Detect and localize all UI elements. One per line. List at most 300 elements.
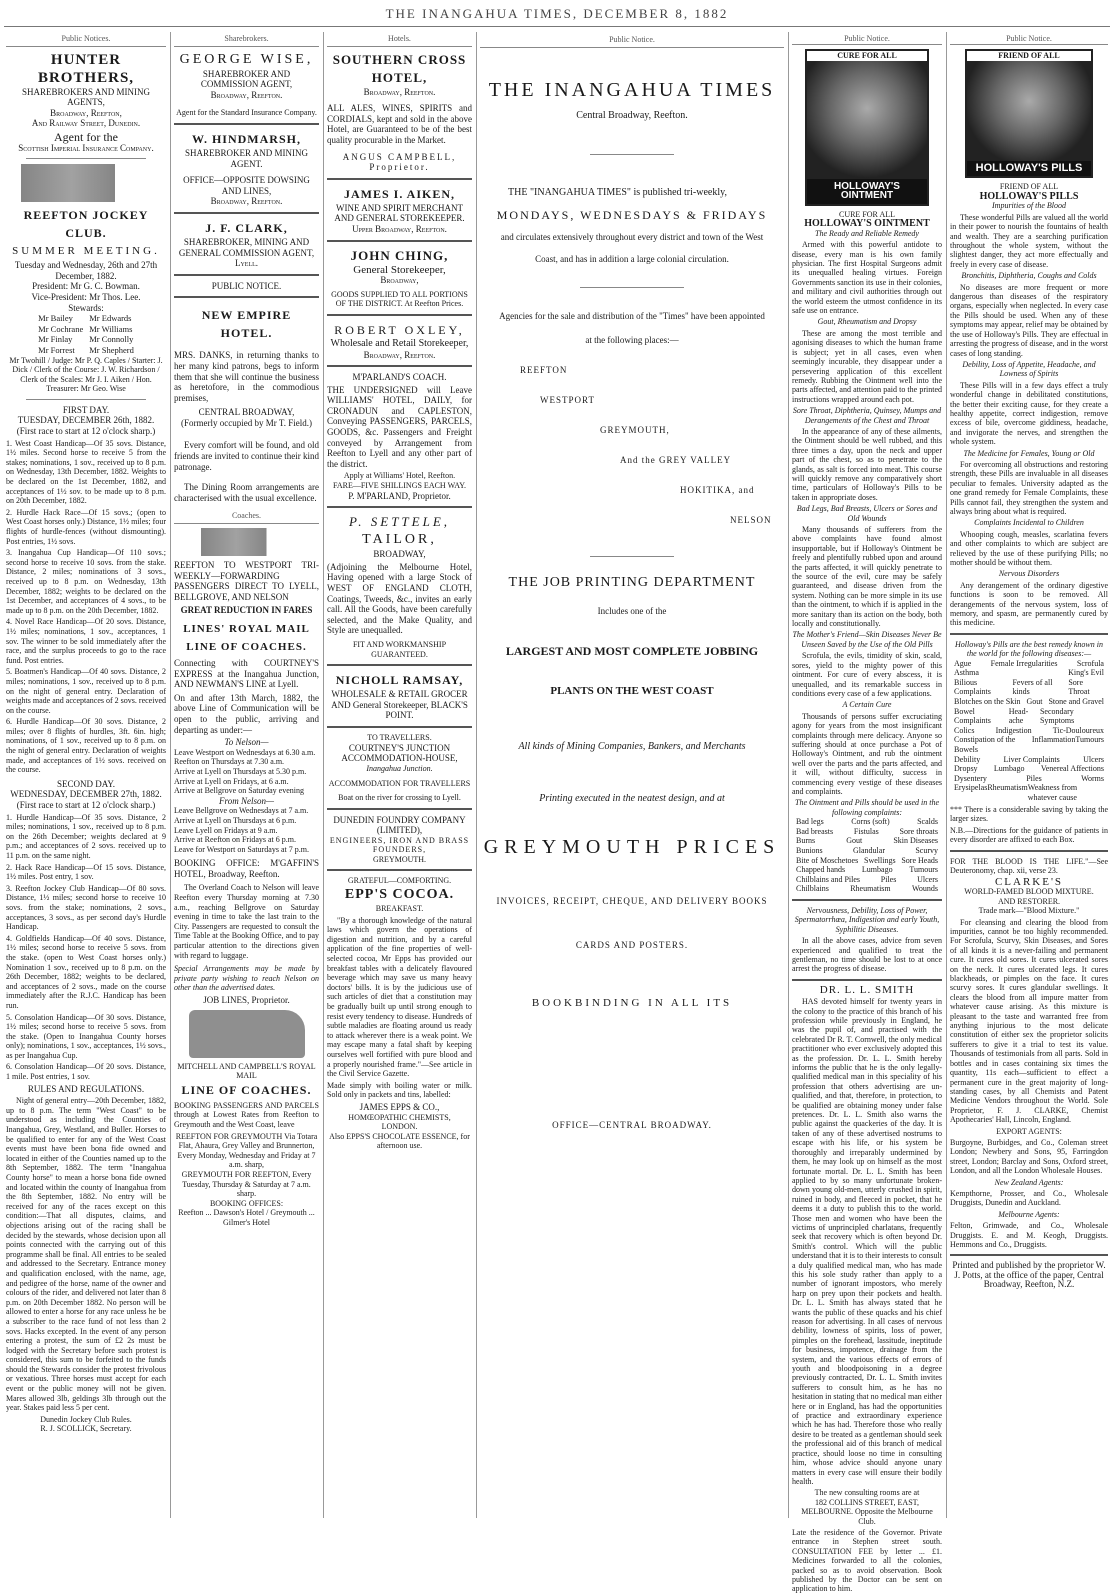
ramsay-title: NICHOLL RAMSAY, <box>335 673 464 688</box>
ramsay-subtitle: WHOLESALE & RETAIL GROCER AND General Storekeeper, BLACK'S POINT. <box>331 689 468 721</box>
tailor-title: TAILOR, <box>362 532 437 548</box>
london: LONDON. <box>381 1122 418 1132</box>
race-item: 2. Hack Race Handicap—Of 15 sovs. Distance, 1½ miles. Post entry, 1 sov. <box>6 862 166 882</box>
clarke-title: CLARKE'S <box>994 875 1064 888</box>
section-text: Whooping cough, measles, scarlatina fevers and other complaints to which are subject are relieved by the use of these purifying Pills; no mother should be without them. <box>950 529 1108 568</box>
nz-agents: Kempthorne, Prosser, and Co., Wholesale Druggists, Dunedin and Auckland. <box>950 1188 1108 1208</box>
epps-text: "By a thorough knowledge of the natural laws which govern the operations of digestion and nutrition, and by a careful application of the fine properties of well-selected cocoa, Mr Epps has provided our breakfast tables with a delicately flavoured beverage which may save us many heavy doctors' bills. It is by the judicious use of such articles of diet that a constitution may be gradually built up until strong enough to resist every tendency to disease. Hundreds of subtle maladies are floating around us ready to attack wherever there is a weak point. We may escape many a fatal shaft by keeping ourselves well fortified with pure blood and a properly nourished frame."—See article in the Civil Service Gazette. <box>327 915 472 1079</box>
list-row <box>950 726 1108 736</box>
list-row <box>950 678 1108 697</box>
list-cell: Wounds <box>911 884 938 894</box>
circulation-line-2: Coast, and has in addition a large colonial circulation. <box>535 254 729 264</box>
steward: Mr Edwards <box>89 313 132 324</box>
empire-location: CENTRAL BROADWAY, <box>198 407 295 418</box>
steward: Mr Forrest <box>38 344 75 355</box>
largest-line: LARGEST AND MOST COMPLETE JOBBING <box>505 644 759 658</box>
john-ching-address: Broadway, <box>380 275 419 286</box>
list-cell: Rheumatism <box>850 884 891 894</box>
column-heading: Hotels. <box>327 34 472 47</box>
oxley-subtitle: Wholesale and Retail Storekeeper, <box>330 337 469 349</box>
list-row <box>950 735 1108 754</box>
agency-place: WESTPORT <box>540 395 595 405</box>
separator <box>950 633 1108 635</box>
list-row <box>792 884 942 894</box>
list-cell: Worms <box>1081 773 1104 783</box>
list-cell: Head-ache <box>1008 706 1029 726</box>
list-row <box>950 755 1108 765</box>
section-heading: Complaints Incidental to Children <box>974 518 1084 528</box>
list-cell: Bunions <box>796 845 823 855</box>
second-day-start: (First race to start at 12 o'clock sharp.) <box>16 800 156 811</box>
publication-days: MONDAYS, WEDNESDAYS & FRIDAYS <box>496 208 768 222</box>
steward: Mr Bailey <box>38 313 73 324</box>
section-heading: A Certain Cure <box>842 700 892 710</box>
published-line: THE "INANGAHUA TIMES" is published tri-weekly, <box>508 187 727 198</box>
summer-meeting: SUMMER MEETING. <box>12 245 160 258</box>
second-day: SECOND DAY. <box>56 778 116 789</box>
export-agents: Burgoyne, Burbidges, and Co., Coleman street London; Newbery and Sons, 95, Farringdon street, London; Barclay and Sons, Oxford street, London, and all the London Wholesale Houses. <box>950 1137 1108 1176</box>
section-text: These wonderful Pills are valued all the world in their power to nourish the fountains of health and wealth. They are a searching purification throughout the whole system, without the slightest danger, they act more effectually and freely in every case of disease. <box>950 212 1108 269</box>
separator <box>950 1254 1108 1256</box>
john-ching-text: GOODS SUPPLIED TO ALL PORTIONS OF THE DISTRICT. At Reefton Prices. <box>331 289 468 309</box>
mitchell-campbell: MITCHELL AND CAMPBELL'S ROYAL MAIL <box>177 1061 316 1081</box>
ailments-list <box>792 817 942 894</box>
list-cell: Tumours <box>1075 735 1104 745</box>
logo-engraving <box>967 61 1091 161</box>
booking-office: BOOKING OFFICE: M'GAFFIN'S HOTEL, Broadway, Reefton. <box>174 858 319 879</box>
section-text: Armed with this powerful antidote to disease, every man is his own family physician. The first Hospital Surgeons admit its unequalled healing virtues. Foreign Governments sanction its use in their colonies, and military and civil authorities through out the world esteem the utmost confidence in its safe use on entrance. <box>792 240 942 316</box>
column-rule <box>170 32 171 1518</box>
steward: Mr Finlay <box>38 334 73 345</box>
ailments-heading: The Ointment and Pills should be used in the following complaints: <box>795 798 939 817</box>
list-cell: Weakness from whatever cause <box>1027 783 1078 802</box>
printer-imprint: Printed and published by the proprietor W. J. Potts, at the office of the paper, Central Broadway, Reefton, N.Z. <box>952 1260 1106 1290</box>
section-text: Scrofula, the evils, timidity of skin, scald, sores, yield to the mighty power of this ointment. For cure of every abscess, it is unequalled, and its remarkable success in conditions every case of a few applications. <box>792 651 942 698</box>
list-cell: Chapped hands <box>796 865 846 875</box>
friend-of-all: FRIEND OF ALL <box>999 182 1059 192</box>
list-cell: Bilious Complaints <box>954 677 991 697</box>
list-cell: Swellings <box>864 855 896 865</box>
officials: Mr Twohill / Judge: Mr P. Q. Caples / Starter: J. Dick / Clerk of the Course: J. W. Richardson / Clerk of the Scales: Mr J. I. Aiken / Hon. Treasurer: Mr Geo. Wise <box>9 355 163 394</box>
timetable-item: Leave Westport on Wednesdays at 6.30 a.m. <box>174 747 316 757</box>
race-item: 3. Inangahua Cup Handicap—Of 110 sovs.; second horse to receive 10 sovs. from the stake. Distance, 2 miles; nominations of 3 sovs., received up to 8 p.m. on Wednesday, 13th December, 1882; weights to be declared on the 1st December, and acceptances of 4 sovs., to be made up to 8 p.m. on the 20th December, 1882. <box>6 548 166 615</box>
empire-previous: (Formerly occupied by Mr T. Field.) <box>181 417 312 428</box>
hunter-brothers-title: HUNTER BROTHERS, <box>37 51 135 86</box>
list-cell: Lumbago <box>861 865 893 875</box>
first-day: FIRST DAY. <box>62 404 110 415</box>
list-cell: Tumours <box>909 865 938 875</box>
vice-president: Vice-President: Mr Thos. Lee. <box>31 291 141 302</box>
new-empire-hotel-title: NEW EMPIRE HOTEL. <box>201 308 292 341</box>
column-3 <box>327 34 472 1518</box>
list-row <box>950 659 1108 669</box>
oxley-title: ROBERT OXLEY, <box>334 322 465 337</box>
nervous-heading: Nervousness, Debility, Loss of Power, Spermatorrhœa, Indigestion and early Youth, Syphilitic Diseases. <box>794 905 940 934</box>
column-heading: Public Notice. <box>480 34 784 48</box>
list-cell: Scurvy <box>915 845 938 855</box>
separator <box>327 869 472 871</box>
empire-comfort: Every comfort will be found, and old friends are invited to continue their kind patronage. <box>174 440 319 472</box>
boat: Boat on the river for crossing to Lyell. <box>338 792 461 802</box>
section-heading: Nervous Disorders <box>998 569 1060 579</box>
section-heading: Gout, Rheumatism and Dropsy <box>817 317 917 327</box>
southern-cross-proprietor: ANGUS CAMPBELL, Proprietor. <box>342 151 457 173</box>
timetable-item: Arrive at Lyell on Thursdays at 5.30 p.m. <box>174 766 307 776</box>
oxley-address: Broadway, Reefton. <box>363 349 436 360</box>
list-cell: Blotches on the Skin <box>954 697 1021 707</box>
list-cell: King's Evil <box>1068 668 1104 678</box>
office-line: OFFICE—CENTRAL BROADWAY. <box>552 1120 712 1130</box>
race-item: 6. Hurdle Handicap—Of 30 sovs. Distance, 2 miles; over 8 flights of hurdles, 3ft. 6in. high; nominations, of 1 sov., received up to 8 p.m. on the night of general entry. Declaration of weights made, and acceptances of 1½ sovs. received on the course. <box>6 717 166 775</box>
list-cell: Liver Complaints <box>1003 754 1060 764</box>
list-cell: Tic-Douloureux <box>1052 725 1104 735</box>
empire-text: MRS. DANKS, in returning thanks to her many kind patrons, begs to inform them that she will continue the business as heretofore, in the commodious premises, <box>174 350 319 403</box>
breakfast: BREAKFAST. <box>375 904 424 914</box>
hindmarsh-address: Broadway, Reefton. <box>210 196 283 207</box>
list-cell: Erysipelas <box>954 783 988 793</box>
race-item: 1. Hurdle Handicap—Of 35 sovs. Distance, 2 miles; nominations, 1 sov., received up to 8 p.m. on the 26th December; weights declared at 9 p.m.; and acceptances of 2 sovs. received up to 11 p.m. on the same night. <box>6 812 166 860</box>
plants-line: PLANTS ON THE WEST COAST <box>550 685 714 697</box>
saving-note: *** There is a considerable saving by taking the larger sizes. <box>950 804 1108 824</box>
lines-title: LINES' ROYAL MAIL LINE OF COACHES. <box>183 623 310 653</box>
timetable-item: Leave Lyell on Fridays at 9 a.m. <box>174 825 278 835</box>
section-text: For overcoming all obstructions and restoring strength, these Pills are invaluable in all diseases peculiar to females. University adapted as the one grand remedy for Female Complaints, these Pills cannot fail, they strengthen the system and always bring about what is required. <box>950 459 1108 516</box>
lines-march: On and after 13th March, 1882, the above Line of Communication will be open to the public, arriving and departing as under:— <box>174 692 319 735</box>
separator <box>590 556 674 557</box>
section-heading: The Mother's Friend—Skin Diseases Never Be Unseen Saved by the Use of the Old Pills <box>792 630 942 649</box>
list-cell: Dropsy <box>954 764 978 774</box>
to-travellers: TO TRAVELLERS. <box>367 732 432 742</box>
list-cell: Bite of Moschetoes <box>796 855 859 865</box>
list-cell: Fevers of all kinds <box>1012 677 1053 697</box>
separator <box>327 365 472 367</box>
section-heading: The Ready and Reliable Remedy <box>815 228 919 238</box>
race-item: 3. Reefton Jockey Club Handicap—Of 80 sovs. Distance, 1½ miles; second horse to receive 10 sovs. from the stake; nominations, 2 sovs., acceptances, 3 sovs., as per second day's Hurdle Handicap. <box>6 883 166 932</box>
list-cell: Skin Diseases <box>893 836 938 846</box>
list-cell: Piles <box>1026 773 1042 783</box>
settele-address: BROADWAY, <box>373 549 426 560</box>
settele-title: P. SETTELE, <box>348 514 451 530</box>
diseases-list <box>950 659 1108 803</box>
list-cell: Gout <box>846 836 863 846</box>
southern-cross-title: SOUTHERN CROSS HOTEL, <box>332 51 467 85</box>
agencies-line: Agencies for the sale and distribution of the "Times" have been appointed <box>499 311 765 321</box>
section-heading: Debility, Loss of Appetite, Headache, and Lowness of Spirits <box>962 359 1096 379</box>
list-cell: Ulcers <box>917 874 938 884</box>
race-item: 2. Hurdle Hack Race—Of 15 sovs.; (open to West Coast horses only.) Distance, 1½ miles; four flights of hurdle-fences (without dismounting). Post entries, 1½ sovs. <box>6 507 166 546</box>
list-cell: Bad breasts <box>796 826 834 836</box>
coach-days: Every Monday, Wednesday and Friday at 7 a.m. sharp, <box>177 1150 316 1170</box>
separator <box>327 506 472 508</box>
to-nelson: To Nelson— <box>224 737 269 748</box>
accommodation: ACCOMMODATION FOR TRAVELLERS <box>328 779 471 789</box>
holloways-pills-title: HOLLOWAY'S PILLS <box>979 191 1079 202</box>
overland-text: The Overland Coach to Nelson will leave Reefton every Thursday morning at 7.30 a.m., reaching Bellgrove on Saturday evening in time to take the last train to the City. Passengers are requested to consult the Time Table at the Booking Office, and to pay particular attention to the directions given with regard to luggage. <box>174 883 319 960</box>
george-wise-title: GEORGE WISE, <box>179 51 314 67</box>
cards-line: CARDS AND POSTERS. <box>575 940 689 950</box>
separator <box>174 296 319 298</box>
separator <box>174 274 319 276</box>
rules-title: RULES AND REGULATIONS. <box>27 1083 145 1094</box>
list-cell: Asthma <box>954 668 979 678</box>
rules-text: Night of general entry—20th December, 1882, up to 8 p.m. The term "West Coast" to be understood as including the Counties of Inangahua, Grey, Westland, and Buller. Horses to be qualified to enter for any of the West Coast events must have been bona fide owned and located in either of the Counties named up to the 8th September, 1882. The term "Inangahua County horse" to mean a horse bona fide owned and located within the county of Inangahua from the 8th September, 1882. No entry will be received for any of the races except on this condition:—That all disputes, claims, and objections arising out of the racing shall be decided by the stewards, whose decision upon all points connected with the carrying out of this programme shall be final. All entries to be sealed and addressed to the Secretary. Entrance money and qualification enclosed, with the name, age, and pedigree of the horse, name of the owner and colours of the rider, and delivered not later than 8 p.m. on 20th December 1882. No person will be allowed to enter a horse for any race unless he be a subscriber to the race fund of not less than 2 sovs. Hacks excepted. In the event of any person entering a protest, the sum of £2 2s must be lodged with the Secretary before such protest is considered, this sum to be forfeited to the funds should the Stewards consider the protest frivolous or vexatious. Three horses must accept for each event or the public money will not be given. Mares allowed 3lb, geldings 3lb through out the year. Stakes paid less 5 per cent. <box>6 1096 166 1413</box>
mcparland-proprietor: P. M'PARLAND, Proprietor. <box>348 490 451 501</box>
list-cell: Venereal Affections <box>1040 764 1104 774</box>
southern-cross-text: ALL ALES, WINES, SPIRITS and CORDIALS, kept and sold in the above Hotel, are Guaranteed to be of the best quality procurable in the Market. <box>327 103 472 145</box>
list-cell: Chilblains <box>796 884 829 894</box>
list-cell: Glandular <box>853 845 885 855</box>
list-row <box>792 836 942 846</box>
list-cell: Debility <box>954 754 981 764</box>
racehorse-illustration <box>14 164 158 202</box>
nervous-text: In all the above cases, advice from seven experienced and qualified to treat the gentleman, no time should be lost to at once arrest the progress of disease. <box>792 936 942 974</box>
list-row <box>792 856 942 866</box>
stewards-left <box>38 313 83 355</box>
column-heading: Public Notice. <box>792 34 942 45</box>
column-rule <box>788 32 789 1518</box>
coach-offices: Reefton ... Dawson's Hotel / Greymouth ... Gilmer's Hotel <box>178 1208 315 1227</box>
timetable-item: Leave for Westport on Saturdays at 7 p.m. <box>174 844 309 854</box>
hunter-address-2: And Railway Street, Dunedin. <box>31 118 141 129</box>
melbourne-agents: Felton, Grimwade, and Co., Wholesale Druggists. E. and M. Keogh, Druggists. Hemmons and Co., Druggists. <box>950 1221 1108 1249</box>
coach-booking-text: BOOKING PASSENGERS AND PARCELS through at Lowest Rates from Reefton to Greymouth and the West Coast, leave <box>174 1100 319 1129</box>
insurance-company: Scottish Imperial Insurance Company. <box>18 142 154 153</box>
jockey-club-title: REEFTON JOCKEY CLUB. <box>23 208 149 241</box>
list-row <box>950 697 1108 707</box>
coaches-heading: Coaches. <box>174 511 319 524</box>
foundry-location: GREYMOUTH. <box>372 854 427 864</box>
courtney-title: COURTNEY'S JUNCTION ACCOMMODATION-HOUSE, <box>341 742 458 764</box>
holloways-pills-logo <box>965 49 1093 178</box>
logo-engraving <box>807 61 927 179</box>
column-4 <box>480 34 784 1518</box>
column-2 <box>174 34 319 1518</box>
printing-line: Printing executed in the neatest design, and at <box>539 793 725 804</box>
list-row <box>792 827 942 837</box>
timetable-item: Arrive at Lyell on Fridays, at 6 a.m. <box>174 776 289 786</box>
job-printing-title: THE JOB PRINTING DEPARTMENT <box>508 575 756 590</box>
list-row <box>950 707 1108 726</box>
section-heading: Bad Legs, Bad Breasts, Ulcers or Sores and Old Wounds <box>796 504 938 523</box>
places-intro: at the following places:— <box>585 335 679 345</box>
separator <box>327 240 472 242</box>
list-cell: Scalds <box>917 817 938 827</box>
section-heading: Impurities of the Blood <box>992 201 1066 211</box>
john-ching-subtitle: General Storekeeper, <box>353 263 446 276</box>
agency-place: And the GREY VALLEY <box>620 455 732 465</box>
stagecoach-illustration <box>189 1010 305 1058</box>
list-cell: Fistulas <box>853 826 879 836</box>
fit-guaranteed: FIT AND WORKMANSHIP GUARANTEED. <box>352 639 447 659</box>
list-row <box>950 774 1108 784</box>
coach-route: REEFTON FOR GREYMOUTH Via Totara Flat, Ahaura, Grey Valley and Brunnerton, <box>175 1131 318 1151</box>
epps-company: JAMES EPPS & CO., <box>359 1101 440 1112</box>
column-rule <box>323 32 324 1518</box>
list-cell: Ulcers <box>1083 754 1104 764</box>
holloways-ointment-title: HOLLOWAY'S OINTMENT <box>804 218 930 230</box>
list-cell: Female Irregularities <box>990 658 1058 668</box>
clark-address: Lyell. <box>234 258 259 269</box>
separator <box>26 158 146 159</box>
special-arrangements: Special Arrangements may be made by private party wishing to reach Nelson on other than the advertised dates. <box>174 964 319 993</box>
list-cell: Sore Throat <box>1068 677 1090 697</box>
list-row <box>950 668 1108 678</box>
column-rule <box>476 32 477 1518</box>
foundry-title: DUNEDIN FOUNDRY COMPANY (LIMITED), <box>333 814 466 836</box>
dr-smith-late: Late the residence of the Governor. Private entrance in Stephen street south. CONSULTATION FEE by letter ... £1. Medicines forwarded to all the colonies, packed so as to avoid observation. Book published by the Doctor can be sent on application to him. <box>792 1527 942 1594</box>
trade-mark: Trade mark—"Blood Mixture." <box>978 906 1080 915</box>
diseases-heading: Holloway's Pills are the best remedy known in the world for the following diseases:— <box>955 639 1103 659</box>
list-cell: Burns <box>796 836 816 846</box>
blood-life: FOR THE BLOOD IS THE LIFE."—See Deuteronomy, chap. xii, verse 23. <box>950 856 1108 876</box>
coach-apply: Apply at Williams' Hotel, Reefton. <box>343 471 456 481</box>
section-heading: Sore Throat, Diphtheria, Quinsey, Mumps and Derangements of the Chest and Throat <box>792 406 942 425</box>
list-cell: Gout <box>1026 697 1043 707</box>
column-heading: Sharebrokers. <box>174 34 319 47</box>
epps-also: Also EPPS'S CHOCOLATE ESSENCE, for afternoon use. <box>329 1131 470 1151</box>
masthead: THE INANGAHUA TIMES, DECEMBER 8, 1882 <box>385 6 729 21</box>
southern-cross-address: Broadway, Reefton. <box>363 86 436 97</box>
invoices-line: INVOICES, RECEIPT, CHEQUE, AND DELIVERY BOOKS <box>496 896 768 906</box>
list-cell: Bowel Complaints <box>954 706 991 726</box>
column-5 <box>792 34 942 1594</box>
list-cell: Sore throats <box>899 826 938 836</box>
george-wise-agent: Agent for the Standard Insurance Company. <box>176 108 317 118</box>
top-rule <box>4 26 1110 27</box>
section-heading: The Medicine for Females, Young or Old <box>963 448 1095 458</box>
separator <box>327 664 472 666</box>
list-cell: Ague <box>954 658 972 668</box>
prices-line: GREYMOUTH PRICES <box>483 836 781 858</box>
logo-brand: HOLLOWAY'S OINTMENT <box>807 179 927 204</box>
epps-cocoa-title: EPP'S COCOA. <box>344 887 455 903</box>
steward: Mr Shepherd <box>89 344 134 355</box>
column-1 <box>6 34 166 1518</box>
race-item: 6. Consolation Handicap—Of 20 sovs. Distance, 1 mile. Post entries, 1 sov. <box>6 1062 166 1082</box>
inangahua-times-subtitle: Central Broadway, Reefton. <box>576 110 688 121</box>
first-day-date: TUESDAY, DECEMBER 26th, 1882. <box>17 415 155 426</box>
list-cell: Bad legs <box>796 817 824 827</box>
separator <box>26 399 146 400</box>
timetable-item: Reefton on Thursdays at 7.30 a.m. <box>174 757 285 767</box>
dr-smith-address: 182 COLLINS STREET, EAST, MELBOURNE. Opposite the Melbourne Club. <box>801 1497 933 1526</box>
separator <box>792 979 942 981</box>
blood-mixture: WORLD-FAMED BLOOD MIXTURE. <box>964 887 1094 897</box>
column-heading: Public Notices. <box>6 34 166 47</box>
logo-brand: HOLLOWAY'S PILLS <box>967 161 1091 176</box>
hunter-brothers-subtitle: SHAREBROKERS AND MINING AGENTS, <box>21 86 150 108</box>
inangahua-times-title: THE INANGAHUA TIMES <box>488 79 776 101</box>
steward: Mr Connolly <box>89 334 134 345</box>
courtney-address: Inangahua Junction. <box>366 763 433 773</box>
section-text: Thousands of persons suffer excruciating agony for years from the most insignificant complaints through mere delicacy. Anyone so suffering should at once purchase a Pot of Holloway's Ointment, and rub the ointment well over the parts and the parts affected, and it will, without difficulty, success in commencing every vestige of these diseases and complaints. <box>792 711 942 796</box>
clark-subtitle: SHAREBROKER, MINING AND GENERAL COMMISSION AGENT, <box>178 236 315 258</box>
export-agents-title: EXPORT AGENTS: <box>996 1126 1062 1136</box>
separator <box>174 123 319 125</box>
dr-smith-text: HAS devoted himself for twenty years in the colony to the practice of this branch of his profession while previously in England, he was the pupil of, and practised with the celebrated Dr R. T. Cornwell, the only medical practitioner who ever exclusively adopted this as the profession. Dr. L. L. Smith hereby informs the public that he is the only legally-qualified medical man in this speciality of his profession that others advertising are un-qualified, and that, therefore, in protection, to be qualified are obtaining money under false pretences. Dr. L. L. Smith also warns the public against the quackeries of the day. It is taken of any of these advertised nostrums to escape with his life, or his system be thoroughly and irreparably undermined by them, he may look up on himself as the most fortunate mortal. Dr. L. L. Smith has been applied to by so many unfortunate broken-down young old-men, utterly crushed in spirit, ruined in body, and fleeced in pocket, that he deems it a duty to publish this to the world. Those men and women who have been the victims of unprincipled charlatans, frequently seek that recovery which is often beyond Dr. Smith's control. Which will the public understand that it is to their interests to consult a duly qualified medical man, who has made this his sole study rather than apply to a number of ignorant impostors, who merely harp on prey upon their pockets and health. Dr. L. L. Smith has always stated that he wants the public of these quacks and his chief reason for advertising. In all cases of nervous debility, lowness of spirits, loss of power, pimples on the forehead, lassitude, ineptitude for business, impotence, drainage from the system, and the various effects of errors of youth and bloodpoisoning in a degree previously contracted, Dr. L. L. Smith invites sufferers to consult him, as he has no hesitation in stating that no medical man either here or in England, has had the opportunities of practice and extraordinary experience which he has had. Therefore those who really desire to be treated as a gentleman should seek the professional aid of this branch of medical practice, should loose no time in consulting him, whose advice should anyone unary matters in every case will ensure their bodily health. <box>792 997 942 1486</box>
mcparland-coach-title: M'PARLAND'S COACH. <box>352 372 447 383</box>
section-heading: Bronchitis, Diphtheria, Coughs and Colds <box>961 271 1097 281</box>
binding-line: BOOKBINDING IN ALL ITS <box>531 997 733 1009</box>
homeopathic: HOMŒOPATHIC CHEMISTS, <box>348 1112 451 1122</box>
logo-banner: CURE FOR ALL <box>837 51 897 61</box>
consulting: The new consulting rooms are at <box>814 1488 920 1498</box>
aiken-address: Upper Broadway, Reefton. <box>352 223 447 234</box>
race-item: 4. Novel Race Handicap—Of 20 sovs. Distance, 1½ miles; nominations, 1 sov., acceptances, 1 sov. The winner to be sold immediately after the race, and the surplus proceeds to go to the race fund. Post entries. <box>6 617 166 665</box>
section-text: These are among the most terrible and agonising diseases to which the human frame is subject; yet in all cases, even when seemingly incurable, they disappear under a persevering application of this excellent remedy. Rubbing the Ointment well into the parts affected, and attention paid to the printed instructions wrapped around each pot. <box>792 328 942 404</box>
holloways-ointment-logo <box>805 49 929 205</box>
nz-agents-title: New Zealand Agents: <box>994 1177 1064 1187</box>
list-row <box>792 865 942 875</box>
separator <box>327 808 472 810</box>
coach-return: GREYMOUTH FOR REEFTON, Every Tuesday, Thursday & Saturday at 7 a.m. sharp. <box>181 1169 312 1199</box>
president: President: Mr G. C. Bowman. <box>32 281 140 292</box>
engineers: ENGINEERS, IRON AND BRASS FOUNDERS, <box>329 835 470 855</box>
list-cell: Secondary Symptoms <box>1039 706 1075 726</box>
hunter-address-1: Broadway, Reefton, <box>50 107 122 118</box>
aiken-subtitle: WINE AND SPIRIT MERCHANT AND GENERAL STOREKEEPER. <box>334 202 465 224</box>
hindmarsh-office: OFFICE—OPPOSITE DOWSING AND LINES, <box>183 175 310 196</box>
steward: Mr Williams <box>89 323 133 334</box>
list-cell: Chilblains and Piles <box>796 874 860 884</box>
column-6 <box>950 34 1108 1518</box>
separator <box>327 178 472 180</box>
list-cell: Inflammation <box>1031 735 1076 745</box>
agency-place: GREYMOUTH, <box>600 425 670 435</box>
settele-text: (Adjoining the Melbourne Hotel, Having opened with a large Stock of WEST OF ENGLAND CLOTH, Coatings, Tweeds, &c., invites an early call. All the Goods, have been carefully selected, and the Make Quality, and Style are unequalled. <box>327 561 472 636</box>
list-row <box>792 817 942 827</box>
timetable-item: Arrive at Lyell on Thursdays at 6 p.m. <box>174 815 297 825</box>
hindmarsh-title: W. HINDMARSH, <box>192 131 301 146</box>
separator <box>580 287 684 288</box>
line-of-coaches: LINE OF COACHES. <box>181 1082 312 1097</box>
dr-smith-title: DR. L. L. SMITH <box>819 983 915 996</box>
aiken-title: JAMES I. AIKEN, <box>343 186 456 201</box>
mcparland-coach-text: THE UNDERSIGNED will Leave WILLIAMS' HOTEL, DAILY, for CRONADUN and CAPLESTON, Conveying PASSENGERS, PARCELS, GOODS, &c. Passengers and Freight conveyed by Arrangement from Reefton to Lyell and any other part of the district. <box>327 384 472 469</box>
timetable-item: Leave Bellgrove on Wednesdays at 7 a.m. <box>174 806 309 816</box>
first-day-start: (First race to start at 12 o'clock sharp.) <box>16 426 156 437</box>
timetable-item: Arrive at Reefton on Fridays at 6 p.m. <box>174 835 296 845</box>
agent-line: Agent for the <box>54 129 118 144</box>
list-row <box>950 783 1108 802</box>
circulation-line: and circulates extensively throughout every district and town of the West <box>500 232 764 242</box>
race-item: 5. Boatmen's Handicap—Of 40 sovs. Distance, 2 miles; nominations, 1 sov., received up to 8 p.m. on the night of general entry. Declaration of weights made and acceptances of 2 sovs. received on the course. <box>6 667 166 715</box>
list-cell: Piles <box>880 874 897 884</box>
agency-place: REEFTON <box>520 365 568 375</box>
separator <box>792 899 942 901</box>
meeting-dates: Tuesday and Wednesday, 26th and 27th December, 1882. <box>14 260 158 281</box>
list-row <box>792 846 942 856</box>
race-item: 1. West Coast Handicap—Of 35 sovs. Distance, 1½ miles. Second horse to receive 5 from the stakes; nominations, 1 sov., received up to 8 p.m. on Wednesday, 13th December, 1882. Weights to be declared on the 1st December, 1882, and acceptances of 1½ sov. to be made up to 8 p.m. on 20th December, 1882. <box>6 438 166 506</box>
section-text: These Pills will in a few days effect a truly wonderful change in debilitated constitutions, the better their exciting cause, for they create a healthy appetite, correct indigestion, remove excess of bile, overcome giddiness, headache, and invigorate the nerves, and strengthen the whole system. <box>950 380 1108 447</box>
cure-for-all: CURE FOR ALL <box>838 209 895 219</box>
stewards-list <box>6 313 166 355</box>
all-kinds-line: All kinds of Mining Companies, Bankers, and Merchants <box>518 741 746 752</box>
job-lines-proprietor: JOB LINES, Proprietor. <box>203 995 290 1005</box>
list-cell: Scrofula <box>1076 658 1104 668</box>
separator <box>174 212 319 214</box>
section-text: In the appearance of any of these ailments, the Ointment should be well rubbed, and this three times a day, upon the neck and upper part of the chest, so as to penetrate to the glands, as salt is forced into meat. This course will quickly remove any comparatively short time, particulars of Holloway's Pills to be taken in appropriate doses. <box>792 426 942 502</box>
list-cell: Rheumatism <box>987 783 1028 793</box>
express-text: REEFTON TO WESTPORT TRI-WEEKLY—FORWARDING PASSENGERS DIRECT TO LYELL, BELLGROVE, AND NELSON <box>174 560 319 602</box>
melbourne-agents-title: Melbourne Agents: <box>998 1209 1060 1219</box>
list-cell: Corns (soft) <box>851 817 890 827</box>
list-cell: Indigestion <box>995 725 1032 735</box>
includes-line: Includes one of the <box>597 606 667 616</box>
clark-title: J. F. CLARK, <box>205 220 288 235</box>
from-nelson: From Nelson— <box>219 795 274 806</box>
list-cell: Colics <box>954 725 975 735</box>
